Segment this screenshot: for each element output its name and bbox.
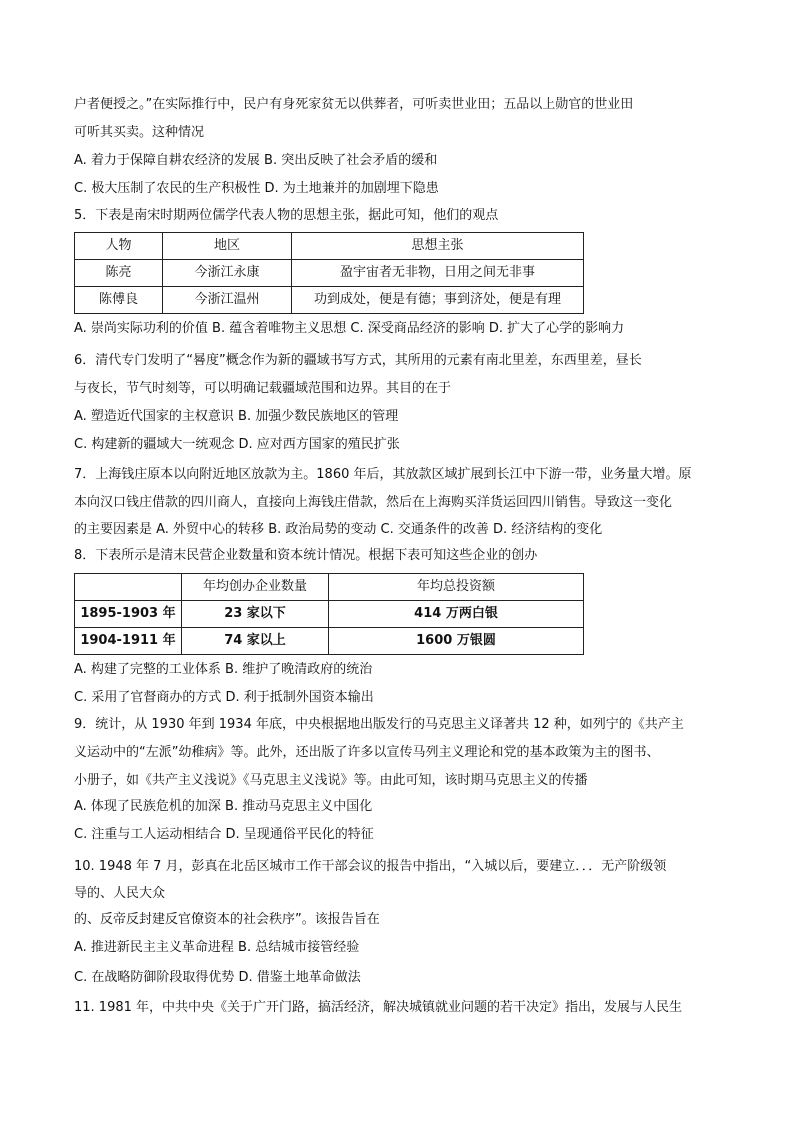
- q10-options-cd: C. 在战略防御阶段取得优势 D. 借鉴土地革命做法: [74, 970, 361, 985]
- q9-stem-line-1: 9．统计，从 1930 年到 1934 年底，中央根据地出版发行的马克思主义译著共 12 种，如列宁的《共产主: [74, 717, 684, 732]
- q8-header-count: 年均创办企业数量: [182, 574, 329, 601]
- q9-options-ab: A. 体现了民族危机的加深 B. 推动马克思主义中国化: [74, 799, 373, 814]
- table-row: [75, 628, 584, 655]
- q8-cell: 1895-1903 年: [75, 601, 182, 628]
- q8-stem: 8．下表所示是清末民营企业数量和资本统计情况。根据下表可知这些企业的创办: [74, 548, 538, 563]
- q5-header-region: 地区: [163, 233, 292, 260]
- q7-stem-line-3: 的主要因素是 A. 外贸中心的转移 B. 政治局势的变动 C. 交通条件的改善 D. 经济结构的变化: [74, 522, 603, 537]
- q5-cell: 陈亮: [75, 260, 163, 287]
- q5-cell: 功到成处，便是有德；事到济处，便是有理: [292, 287, 584, 314]
- table-row: [75, 574, 584, 601]
- q9-stem-line-2: 义运动中的“左派”幼稚病》等。此外，还出版了许多以宣传马列主义理论和党的基本政策为主的图书、: [74, 745, 660, 760]
- q8-cell: 414 万两白银: [329, 601, 584, 628]
- q5-header-person: 人物: [75, 233, 163, 260]
- q6-stem-line-1: 6．清代专门发明了“晷度”概念作为新的疆域书写方式，其所用的元素有南北里差，东西里差，昼长: [74, 353, 642, 368]
- q4-continuation-line-1: 户者便授之。”在实际推行中，民户有身死家贫无以供葬者，可听卖世业田；五品以上勋官的世业田: [74, 97, 634, 112]
- q5-options: A. 崇尚实际功利的价值 B. 蕴含着唯物主义思想 C. 深受商品经济的影响 D. 扩大了心学的影响力: [74, 321, 625, 336]
- q8-table: [74, 573, 584, 655]
- q6-options-cd: C. 构建新的疆域大一统观念 D. 应对西方国家的殖民扩张: [74, 437, 400, 452]
- table-row: [75, 260, 584, 287]
- q8-cell: 1600 万银圆: [329, 628, 584, 655]
- q10-stem-line-3: 的、反帝反封建反官僚资本的社会秩序”。该报告旨在: [74, 912, 380, 927]
- q5-cell: 今浙江温州: [163, 287, 292, 314]
- q8-cell: 74 家以上: [182, 628, 329, 655]
- q5-stem: 5．下表是南宋时期两位儒学代表人物的思想主张，据此可知，他们的观点: [74, 208, 499, 223]
- q6-stem-line-2: 与夜长，节气时刻等，可以明确记载疆域范围和边界。其目的在于: [74, 381, 452, 396]
- q4-continuation-line-2: 可听其买卖。这种情况: [74, 125, 205, 140]
- q5-cell: 今浙江永康: [163, 260, 292, 287]
- q4-options-ab: A. 着力于保障自耕农经济的发展 B. 突出反映了社会矛盾的缓和: [74, 153, 438, 168]
- q4-options-cd: C. 极大压制了农民的生产积极性 D. 为土地兼并的加剧埋下隐患: [74, 181, 439, 196]
- q8-cell: 1904-1911 年: [75, 628, 182, 655]
- q9-stem-line-3: 小册子，如《共产主义浅说》《马克思主义浅说》等。由此可知，该时期马克思主义的传播: [74, 773, 588, 788]
- q7-stem-line-2: 本向汉口钱庄借款的四川商人，直接向上海钱庄借款，然后在上海购买洋货运回四川销售。导致这一变化: [74, 495, 673, 510]
- q5-header-thought: 思想主张: [292, 233, 584, 260]
- table-row: [75, 233, 584, 260]
- q8-header-investment: 年均总投资额: [329, 574, 584, 601]
- q11-stem-line-1: 11. 1981 年，中共中央《关于广开门路，搞活经济，解决城镇就业问题的若干决定》指出，发展与人民生: [74, 1000, 683, 1015]
- q8-cell: 23 家以下: [182, 601, 329, 628]
- table-row: [75, 601, 584, 628]
- q8-header-period: [75, 574, 182, 601]
- q10-stem-line-2: 导的、人民大众: [74, 886, 166, 901]
- q5-table: [74, 232, 584, 314]
- table-row: [75, 287, 584, 314]
- q9-options-cd: C. 注重与工人运动相结合 D. 呈现通俗平民化的特征: [74, 827, 374, 842]
- q5-cell: 陈傅良: [75, 287, 163, 314]
- q8-options-cd: C. 采用了官督商办的方式 D. 利于抵制外国资本输出: [74, 690, 374, 705]
- q10-stem-line-1: 10. 1948 年 7 月，彭真在北岳区城市工作干部会议的报告中指出，“入城以后，要建立．．．无产阶级领: [74, 859, 667, 874]
- q6-options-ab: A. 塑造近代国家的主权意识 B. 加强少数民族地区的管理: [74, 409, 399, 424]
- q7-stem-line-1: 7．上海钱庄原本以向附近地区放款为主。1860 年后，其放款区域扩展到长江中下游一带，业务量大增。原: [74, 467, 692, 482]
- q8-options-ab: A. 构建了完整的工业体系 B. 维护了晚清政府的统治: [74, 662, 373, 677]
- q10-options-ab: A. 推进新民主主义革命进程 B. 总结城市接管经验: [74, 940, 360, 955]
- q5-cell: 盈宇宙者无非物，日用之间无非事: [292, 260, 584, 287]
